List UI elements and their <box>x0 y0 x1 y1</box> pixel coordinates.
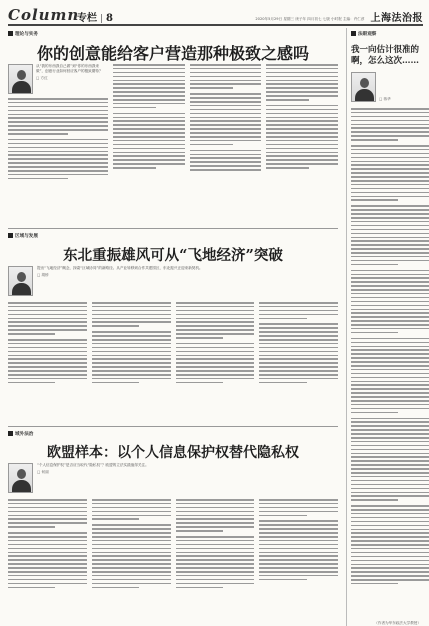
author-portrait <box>8 266 33 296</box>
article1-section-tag <box>8 30 338 37</box>
author-portrait <box>8 463 33 493</box>
article3-headline: 欧盟样本：以个人信息保护权替代隐私权 <box>47 445 299 461</box>
column-divider <box>346 28 347 626</box>
article1-byline: □ 方红 <box>36 76 48 80</box>
masthead-section: 专栏 <box>77 13 97 24</box>
footnote: （作者为华东政法大学教授） <box>374 621 421 625</box>
author-portrait <box>351 72 376 102</box>
section-marker-icon <box>8 233 13 238</box>
side-body <box>351 108 429 584</box>
section-divider <box>8 228 338 229</box>
side-section-tag <box>351 30 429 37</box>
article2-section-tag <box>8 232 338 239</box>
article3-body <box>8 499 338 588</box>
masthead-paper-name: 上海法治报 <box>370 13 423 24</box>
article-eu-privacy <box>8 430 338 588</box>
masthead-date-line: 2020年5月29日 星期三 庚子年 四月初七 七版 小时报 主编：许仁淳 <box>255 17 365 21</box>
article2-deck: 提出“飞地经济”概念，探索“区域协同”的新路径。从产业转移到合作共建园区，东北振兴正迎来新契机。 <box>37 266 203 270</box>
section-divider <box>8 426 338 427</box>
article1-lead-column <box>8 64 108 179</box>
article1-deck: 从“我的东西我自己做”到“你的东西我来做”，创意行业如何回应客户的极致期待？ <box>36 64 103 73</box>
article1-section-label: 理论与实务 <box>15 31 38 37</box>
article2-body <box>8 302 338 383</box>
article2-section-label: 区域与发展 <box>15 233 38 239</box>
side-title: 我一向估计很准的啊，怎么这次…… <box>351 45 420 66</box>
side-byline: □ 蒋华 <box>379 97 391 101</box>
article3-section-label: 域外法治 <box>15 431 34 437</box>
article3-byline: □ 何丽 <box>37 470 49 474</box>
section-marker-icon <box>8 31 13 36</box>
article1-body <box>113 64 338 179</box>
side-column <box>351 28 429 584</box>
article-northeast <box>8 232 338 383</box>
masthead-column-title: Column <box>8 6 80 24</box>
section-marker-icon <box>8 431 13 436</box>
article1-headline: 你的创意能给客户营造那种极致之感吗 <box>36 44 309 63</box>
article-creativity <box>8 30 338 179</box>
masthead <box>8 6 423 26</box>
article3-section-tag <box>8 430 338 437</box>
author-portrait <box>8 64 33 94</box>
page-content <box>8 28 423 626</box>
article3-deck: “个人信息保护权”是否应当取代“隐私权”？欧盟的立法实践值得关注。 <box>37 463 149 467</box>
article2-byline: □ 胡桥 <box>37 273 49 277</box>
side-section-label: 法眼观察 <box>358 31 377 37</box>
masthead-divider: | <box>100 14 104 24</box>
masthead-page-number: 8 <box>106 13 114 24</box>
article2-headline: 东北重振雄风可从“飞地经济”突破 <box>63 247 283 264</box>
section-marker-icon <box>351 31 356 36</box>
